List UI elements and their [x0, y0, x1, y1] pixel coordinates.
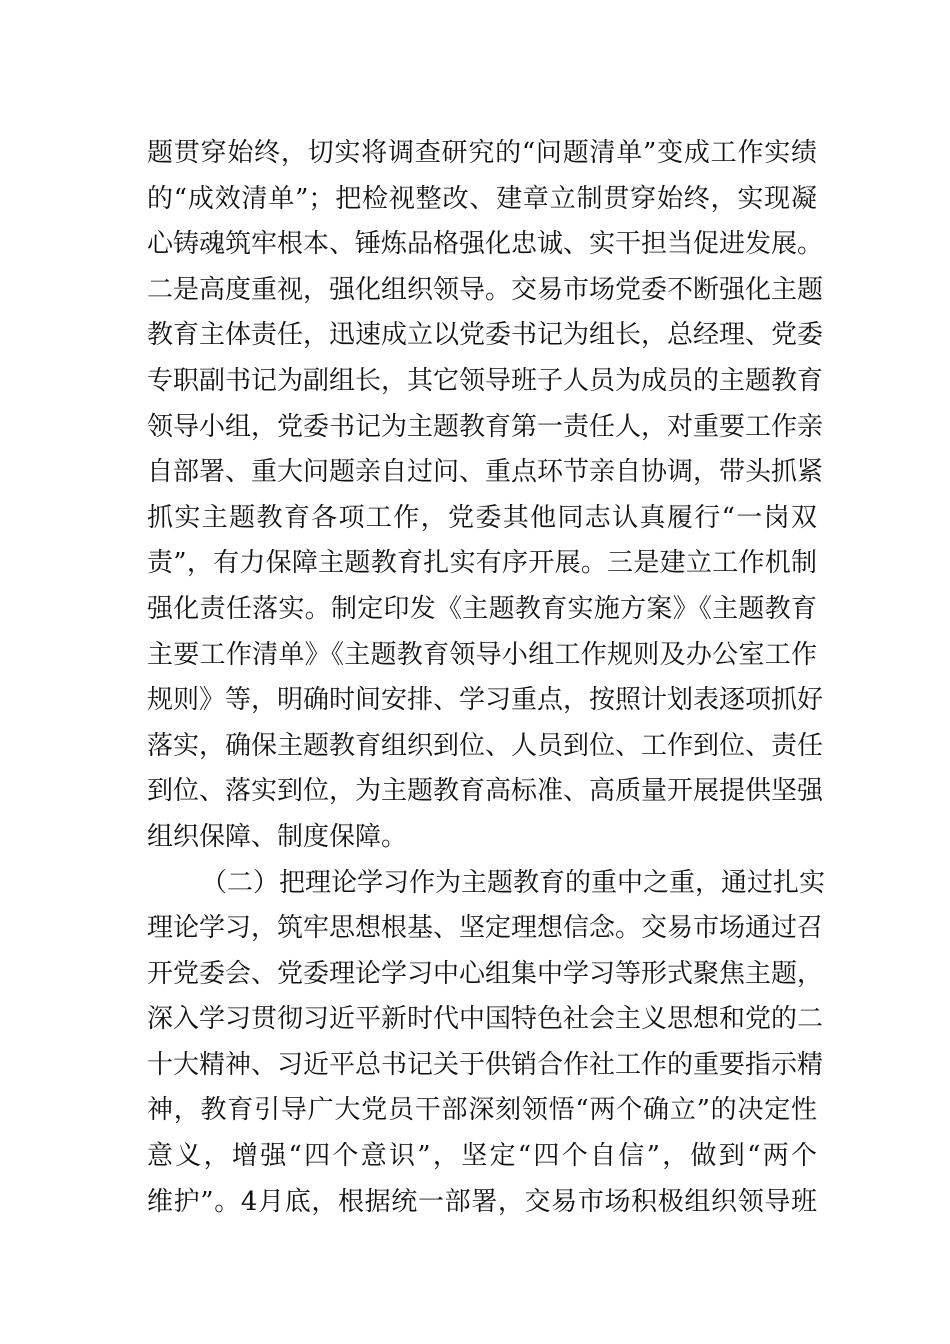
body-line: 深入学习贯彻习近平新时代中国特色社会主义思想和党的二 — [147, 1004, 824, 1035]
body-line: 落实，确保主题教育组织到位、人员到位、工作到位、责任 — [147, 730, 824, 761]
body-line: 强化责任落实。制定印发《主题教育实施方案》《主题教育 — [147, 593, 817, 624]
body-line: 抓实主题教育各项工作，党委其他同志认真履行“一岗双 — [147, 502, 817, 533]
body-line: 自部署、重大问题亲自过问、重点环节亲自协调，带头抓紧 — [147, 457, 824, 488]
body-line: 规则》等，明确时间安排、学习重点，按照计划表逐项抓好 — [147, 685, 824, 716]
section-heading-line: （二）把理论学习作为主题教育的重中之重，通过扎实 — [201, 867, 826, 898]
body-line: 十大精神、习近平总书记关于供销合作社工作的重要指示精 — [147, 1049, 824, 1080]
body-line: 专职副书记为副组长，其它领导班子人员为成员的主题教育 — [147, 365, 824, 396]
body-line: 意义，增强“四个意识”，坚定“四个自信”，做到“两个 — [147, 1141, 817, 1172]
body-line: 二是高度重视，强化组织领导。交易市场党委不断强化主题 — [147, 274, 824, 305]
body-line: 维护”。4月底，根据统一部署，交易市场积极组织领导班 — [147, 1186, 817, 1217]
body-line: 教育主体责任，迅速成立以党委书记为组长，总经理、党委 — [147, 320, 824, 351]
body-line: 组织保障、制度保障。 — [147, 821, 408, 852]
body-line: 心铸魂筑牢根本、锤炼品格强化忠诚、实干担当促进发展。 — [147, 229, 824, 260]
body-line: 的“成效清单”；把检视整改、建章立制贯穿始终，实现凝 — [147, 183, 817, 214]
body-line: 领导小组，党委书记为主题教育第一责任人，对重要工作亲 — [147, 411, 824, 442]
body-line: 题贯穿始终，切实将调查研究的“问题清单”变成工作实绩 — [147, 138, 817, 168]
document-body — [147, 131, 826, 1225]
body-line: 开党委会、党委理论学习中心组集中学习等形式聚焦主题， — [147, 958, 824, 989]
body-line: 主要工作清单》《主题教育领导小组工作规则及办公室工作 — [147, 639, 817, 670]
body-line: 到位、落实到位，为主题教育高标准、高质量开展提供坚强 — [147, 776, 824, 807]
body-line: 责”，有力保障主题教育扎实有序开展。三是建立工作机制 — [147, 548, 817, 579]
body-line: 神，教育引导广大党员干部深刻领悟“两个确立”的决定性 — [147, 1095, 817, 1126]
body-line: 理论学习，筑牢思想根基、坚定理想信念。交易市场通过召 — [147, 913, 824, 944]
